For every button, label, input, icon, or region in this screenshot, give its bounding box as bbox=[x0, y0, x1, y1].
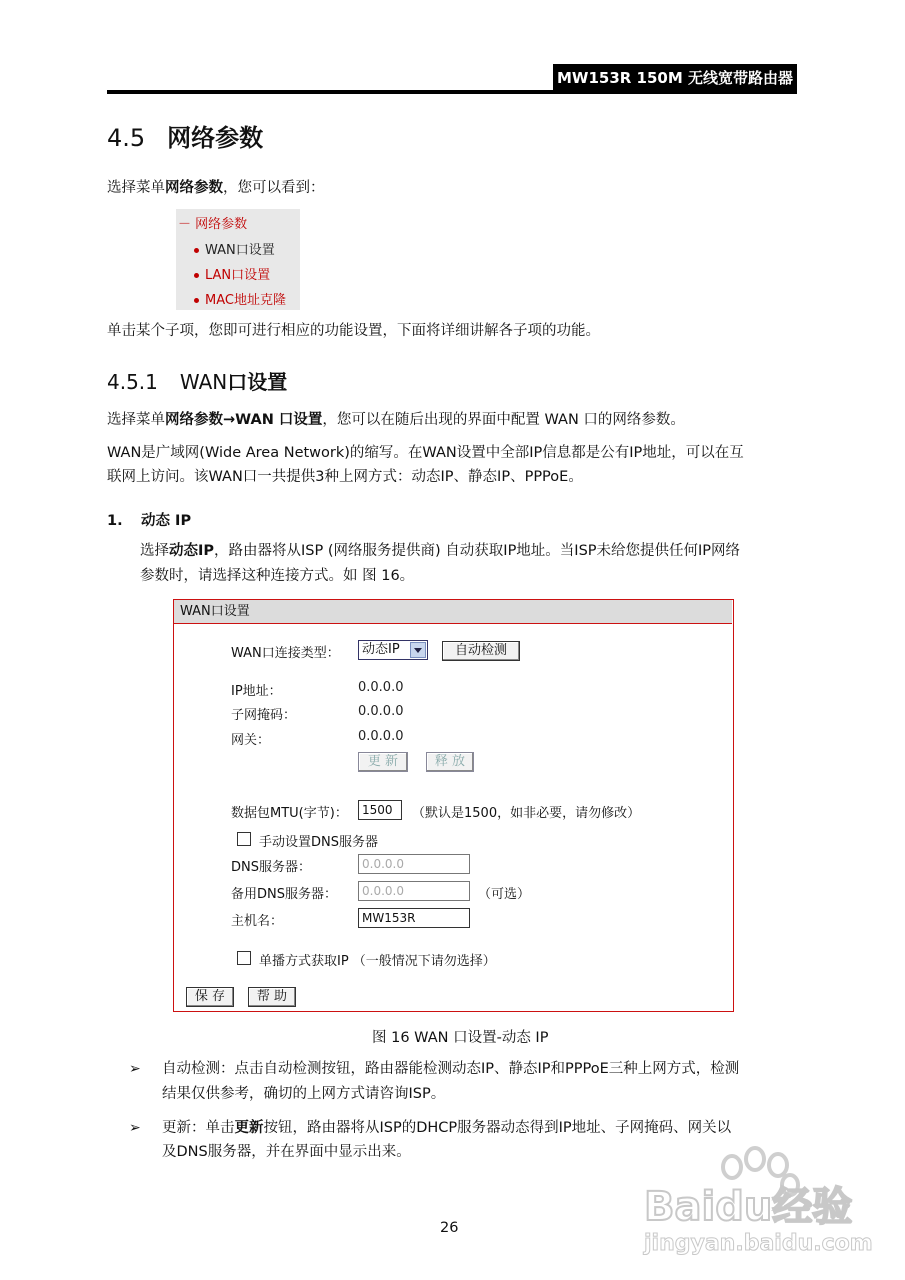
bullet-2-line-1 bbox=[162, 1115, 731, 1141]
intro-paragraph bbox=[107, 175, 325, 201]
help-button[interactable]: 帮 助 bbox=[248, 987, 296, 1007]
mask-value: 0.0.0.0 bbox=[358, 704, 404, 719]
menu-item-wan-label: WAN口设置 bbox=[205, 243, 275, 258]
bullet-dot-icon bbox=[194, 248, 199, 253]
bullet2-pre: 更新：单击 bbox=[162, 1120, 235, 1136]
subsection-heading bbox=[107, 366, 287, 395]
mask-label: 子网掩码： bbox=[231, 708, 297, 723]
bullet2-bold: 更新 bbox=[234, 1120, 264, 1136]
unicast-label: 单播方式获取IP （一般情况下请勿选择） bbox=[259, 954, 496, 969]
para1-bold: 网络参数→WAN 口设置 bbox=[165, 412, 323, 428]
mtu-input[interactable]: 1500 bbox=[358, 800, 402, 820]
conn-type-label: WAN口连接类型： bbox=[231, 646, 340, 661]
section-number: 4.5 bbox=[107, 124, 146, 152]
section-heading bbox=[107, 118, 263, 153]
item-1-line-1 bbox=[140, 538, 740, 564]
bullet-dot-icon bbox=[194, 273, 199, 278]
dns-label: DNS服务器： bbox=[231, 860, 311, 875]
dns2-label: 备用DNS服务器： bbox=[231, 887, 337, 902]
hostname-label: 主机名： bbox=[231, 914, 284, 929]
manual-dns-checkbox[interactable] bbox=[237, 832, 251, 846]
bullet-dot-icon bbox=[194, 298, 199, 303]
watermark-brand: Baidu经验 bbox=[644, 1184, 853, 1230]
intro-pre: 选择菜单 bbox=[107, 180, 165, 196]
dns-input[interactable]: 0.0.0.0 bbox=[358, 854, 470, 874]
save-button[interactable]: 保 存 bbox=[186, 987, 234, 1007]
dns2-input[interactable]: 0.0.0.0 bbox=[358, 881, 470, 901]
gateway-label: 网关： bbox=[231, 733, 271, 748]
item-1-number: 1. bbox=[107, 513, 123, 529]
subsection-number: 4.5.1 bbox=[107, 370, 158, 394]
item-1-heading bbox=[107, 508, 191, 534]
menu-item-mac-clone-label: MAC地址克隆 bbox=[205, 293, 286, 308]
paragraph-2-line-2: 联网上访问。该WAN口一共提供3种上网方式：动态IP、静态IP、PPPoE。 bbox=[107, 469, 583, 485]
menu-item-lan[interactable] bbox=[194, 264, 270, 283]
subsection-title-bold: 口设置 bbox=[227, 370, 288, 394]
manual-dns-label: 手动设置DNS服务器 bbox=[259, 835, 378, 850]
subsection-title-pre: WAN bbox=[179, 370, 228, 394]
conn-type-value: 动态IP bbox=[362, 642, 400, 657]
header-rule bbox=[107, 90, 797, 94]
ip-label: IP地址： bbox=[231, 684, 282, 699]
gateway-value: 0.0.0.0 bbox=[358, 729, 404, 744]
figure-caption: 图 16 WAN 口设置-动态 IP bbox=[372, 1030, 549, 1046]
bullet-2-line-2: 及DNS服务器，并在界面中显示出来。 bbox=[162, 1144, 411, 1160]
arrow-bullet-icon: ➢ bbox=[129, 1120, 141, 1136]
intro-post: ，您可以看到： bbox=[223, 180, 325, 196]
paragraph-1 bbox=[107, 407, 685, 433]
unicast-checkbox[interactable] bbox=[237, 951, 251, 965]
panel-title: WAN口设置 bbox=[174, 600, 732, 624]
item1-line1-bold: 动态IP bbox=[169, 543, 215, 559]
para1-post: ，您可以在随后出现的界面中配置 WAN 口的网络参数。 bbox=[322, 412, 685, 428]
menu-group-network[interactable]: － 网络参数 bbox=[178, 217, 248, 232]
arrow-bullet-icon: ➢ bbox=[129, 1061, 141, 1077]
document-header-title: MW153R 150M 无线宽带路由器 bbox=[553, 64, 797, 92]
item1-line1-pre: 选择 bbox=[140, 543, 169, 559]
intro-bold: 网络参数 bbox=[165, 180, 223, 196]
ip-value: 0.0.0.0 bbox=[358, 680, 404, 695]
bullet-1-line-2: 结果仅供参考，确切的上网方式请咨询ISP。 bbox=[162, 1086, 446, 1102]
conn-type-select[interactable] bbox=[358, 640, 428, 660]
item1-line1-post: ，路由器将从ISP (网络服务提供商) 自动获取IP地址。当ISP未给您提供任何IP网络 bbox=[214, 543, 741, 559]
bullet-1-line-1: 自动检测：点击自动检测按钮，路由器能检测动态IP、静态IP和PPPoE三种上网方式，检测 bbox=[162, 1061, 740, 1077]
paragraph-2-line-1: WAN是广域网(Wide Area Network)的缩写。在WAN设置中全部IP信息都是公有IP地址，可以在互 bbox=[107, 445, 744, 461]
paragraph-after-menu: 单击某个子项，您即可进行相应的功能设置，下面将详细讲解各子项的功能。 bbox=[107, 323, 600, 339]
bullet2-post: 按钮，路由器将从ISP的DHCP服务器动态得到IP地址、子网掩码、网关以 bbox=[263, 1120, 732, 1136]
baidu-watermark bbox=[640, 1145, 873, 1265]
renew-button[interactable]: 更 新 bbox=[358, 752, 408, 772]
item-1-line-2: 参数时，请选择这种连接方式。如 图 16。 bbox=[140, 568, 415, 584]
dns2-hint: （可选） bbox=[478, 887, 531, 902]
menu-item-lan-label: LAN口设置 bbox=[205, 268, 271, 283]
mtu-label: 数据包MTU(字节)： bbox=[231, 806, 348, 821]
mtu-hint: （默认是1500，如非必要，请勿修改） bbox=[412, 806, 641, 821]
release-button[interactable]: 释 放 bbox=[426, 752, 474, 772]
watermark-url: jingyan.baidu.com bbox=[644, 1231, 873, 1256]
menu-screenshot bbox=[176, 209, 300, 310]
item-1-title: 动态 IP bbox=[141, 513, 192, 529]
para1-pre: 选择菜单 bbox=[107, 412, 165, 428]
page-number: 26 bbox=[440, 1220, 459, 1236]
chevron-down-icon[interactable] bbox=[410, 642, 426, 658]
hostname-input[interactable]: MW153R bbox=[358, 908, 470, 928]
menu-item-mac-clone[interactable] bbox=[194, 289, 286, 308]
auto-detect-button[interactable]: 自动检测 bbox=[442, 641, 520, 661]
menu-item-wan[interactable] bbox=[194, 239, 275, 258]
section-title: 网络参数 bbox=[167, 124, 264, 152]
